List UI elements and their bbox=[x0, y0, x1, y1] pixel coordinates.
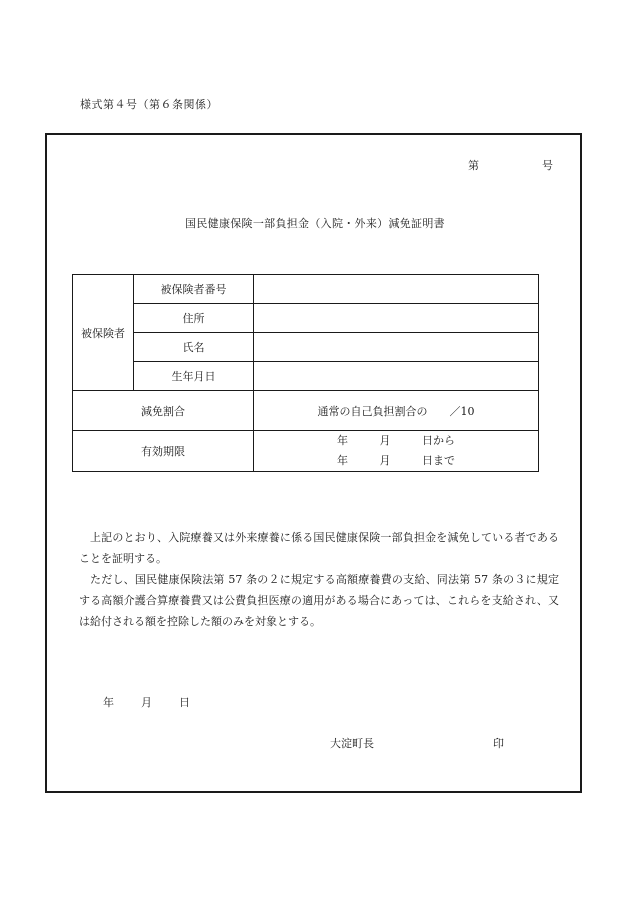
validity-period-label: 有効期限 bbox=[73, 431, 254, 472]
validity-from-year: 年 bbox=[337, 434, 348, 447]
address-field[interactable] bbox=[254, 304, 539, 333]
certification-paragraph: 上記のとおり、入院療養又は外来療養に係る国民健康保険一部負担金を減免している者であることを証明する。 bbox=[79, 531, 559, 565]
insured-group-label: 被保険者 bbox=[73, 275, 134, 391]
certificate-number-line bbox=[468, 157, 553, 173]
issue-date-line bbox=[103, 694, 190, 710]
birthdate-label: 生年月日 bbox=[134, 362, 254, 391]
proviso-paragraph: ただし、国民健康保険法第 57 条の２に規定する高額療養費の支給、同法第 57 条の３に規定する高額介護合算療養費又は公費負担医療の適用がある場合にあっては、これらを支給され、又は給付される額を控除した額のみを対象とする。 bbox=[79, 573, 559, 628]
validity-to-day: 日まで bbox=[422, 454, 455, 467]
name-field[interactable] bbox=[254, 333, 539, 362]
number-suffix: 号 bbox=[542, 159, 553, 172]
insured-number-field[interactable] bbox=[254, 275, 539, 304]
issue-month: 月 bbox=[141, 696, 152, 709]
validity-to-line bbox=[337, 451, 455, 471]
reduction-ratio-field[interactable] bbox=[254, 391, 539, 431]
insured-info-table bbox=[72, 274, 539, 472]
seal-mark: 印 bbox=[493, 737, 504, 750]
name-label: 氏名 bbox=[134, 333, 254, 362]
issue-day: 日 bbox=[179, 696, 190, 709]
validity-from-month: 月 bbox=[379, 434, 391, 447]
reduction-ratio-label: 減免割合 bbox=[73, 391, 254, 431]
insured-number-label: 被保険者番号 bbox=[134, 275, 254, 304]
number-prefix: 第 bbox=[468, 159, 479, 172]
reduction-ratio-fraction: ／10 bbox=[449, 404, 475, 418]
validity-period-field[interactable] bbox=[254, 431, 539, 472]
validity-to-year: 年 bbox=[337, 454, 348, 467]
validity-from-line bbox=[337, 431, 455, 451]
reduction-ratio-text: 通常の自己負担割合の bbox=[317, 404, 428, 418]
birthdate-field[interactable] bbox=[254, 362, 539, 391]
form-number-label: 様式第４号（第６条関係） bbox=[80, 98, 218, 111]
validity-from-day: 日から bbox=[422, 434, 455, 447]
mayor-title: 大淀町長 bbox=[330, 737, 374, 750]
validity-to-month: 月 bbox=[379, 454, 391, 467]
certification-text bbox=[79, 527, 559, 632]
document-title: 国民健康保険一部負担金（入院・外来）減免証明書 bbox=[185, 217, 445, 230]
address-label: 住所 bbox=[134, 304, 254, 333]
issue-year: 年 bbox=[103, 696, 114, 709]
